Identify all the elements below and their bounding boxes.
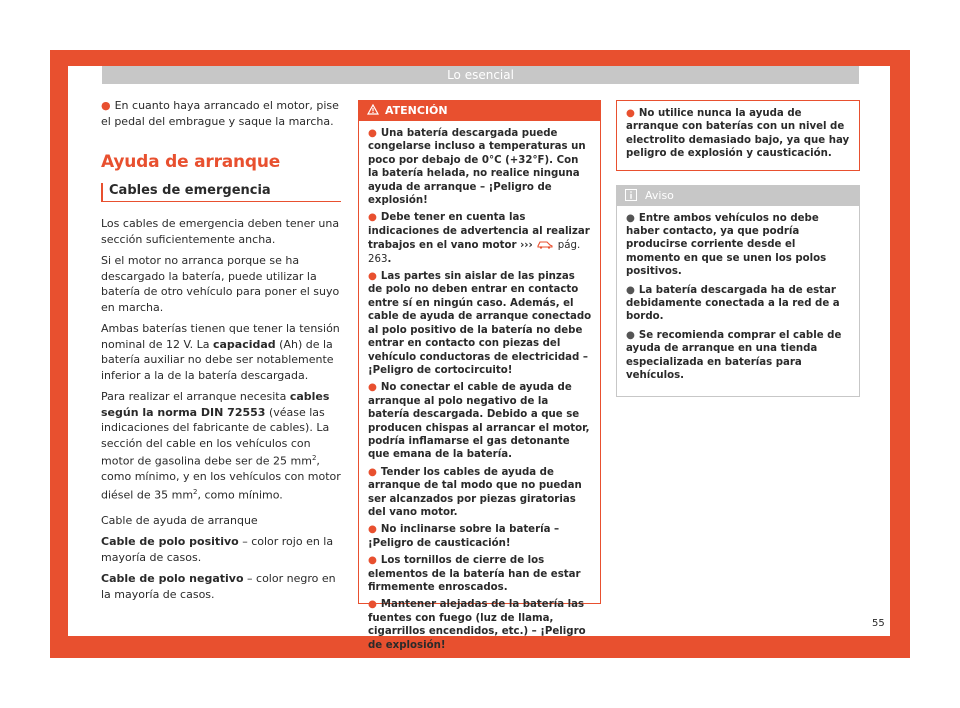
notice-item: ● Entre ambos vehículos no debe haber contacto, ya que podría producirse corriente desde el momento en que se unen los polos positivos. [626,212,827,278]
page-title: Ayuda de arranque [101,152,281,172]
info-icon [625,189,637,201]
right-column [616,100,860,397]
paragraph-3: Ambas baterías tienen que tener la tensión nominal de 12 V. La capacidad (Ah) de la batería auxiliar no debe ser notablemente inferior a la de la batería descargada. [101,322,340,382]
notice-body [617,206,859,396]
intro-bullet: ● En cuanto haya arrancado el motor, pise el pedal del embrague y saque la marcha. [101,99,339,128]
subtitle-block [101,183,341,203]
subtitle: Cables de emergencia [109,182,271,198]
car-warning-icon [536,238,554,249]
warning-item: ● Las partes sin aislar de las pinzas de polo no deben entrar en contacto entre sí en ningún caso. Además, el cable de ayuda de arranque conectado al polo positivo de la batería no debe entrar en contacto con piezas del vehículo conductoras de electricidad – ¡Peligro de cortocircuito! [368,271,592,376]
warning-continuation-box [616,100,860,171]
notice-item: ● Se recomienda comprar el cable de ayuda de arranque en una tienda especializada en baterías para vehículos. [626,329,842,382]
warning-item: ● Tender los cables de ayuda de arranque de tal modo que no puedan ser alcanzados por piezas giratorias del vano motor. [368,466,582,518]
notice-header: Aviso [617,186,859,206]
negative-cable: Cable de polo negativo – color negro en la mayoría de casos. [101,572,336,601]
warning-item: ● No conectar el cable de ayuda de arranque al polo negativo de la batería descargada. Debido a que se producen chispas al arrancar el motor, podría inflamarse el gas detonante que emana de la batería. [368,382,590,461]
warning-item: ● Los tornillos de cierre de los elementos de la batería han de estar firmemente enroscados. [368,555,581,593]
warning-item: ● No inclinarse sobre la batería – ¡Peligro de causticación! [368,524,560,549]
positive-cable: Cable de polo positivo – color rojo en la mayoría de casos. [101,535,334,564]
notice-box [616,185,860,397]
cable-heading: Cable de ayuda de arranque [101,513,258,527]
main-column [101,98,341,608]
warning-item: ● Debe tener en cuenta las indicaciones de advertencia al realizar trabajos en el vano motor ››› pág. 263. [368,212,590,265]
paragraph-2: Si el motor no arranca porque se ha descargado la batería, puede utilizar la batería de otro vehículo para poner el suyo en marcha. [101,254,340,314]
warning-box [358,100,601,651]
page-reference[interactable]: pág. 263 [368,240,581,265]
warning-triangle-icon [367,104,379,115]
bullet-icon: ● [101,99,111,112]
warning-item: ● Una batería descargada puede congelarse incluso a temperaturas un poco por debajo de 0°C (+32°F). Con la batería helada, no realice ninguna ayuda de arranque – ¡Peligro de explosión! [368,128,586,207]
warning-item: No utilice nunca la ayuda de arranque con baterías con un nivel de electrolito demasiado bajo, ya que hay peligro de explosión y causticación. [626,108,850,160]
paragraph-4: Para realizar el arranque necesita cables según la norma DIN 72553 (véase las indicaciones del fabricante de cables). La sección del cable en los vehículos con motor de gasolina debe ser de 25 $mm^2$, como mínimo, y en los vehículos con motor diésel de 35 $mm^2$, como mínimo. [101,390,341,502]
notice-item: ● La batería descargada ha de estar debidamente conectada a la red de a bordo. [626,284,840,323]
ref-arrows: ››› [520,240,533,252]
page-number: 55 [872,618,885,629]
warning-item: ● Mantener alejadas de la batería las fuentes con fuego (luz de llama, cigarrillos encendidos, etc.) – ¡Peligro de explosión! [368,599,586,651]
warning-header: ATENCIÓN [359,101,600,121]
bullet-icon: ● [626,108,635,119]
warning-body [359,121,600,652]
paragraph-1: Los cables de emergencia deben tener una sección suficientemente ancha. [101,217,340,246]
section-header: Lo esencial [102,66,859,84]
